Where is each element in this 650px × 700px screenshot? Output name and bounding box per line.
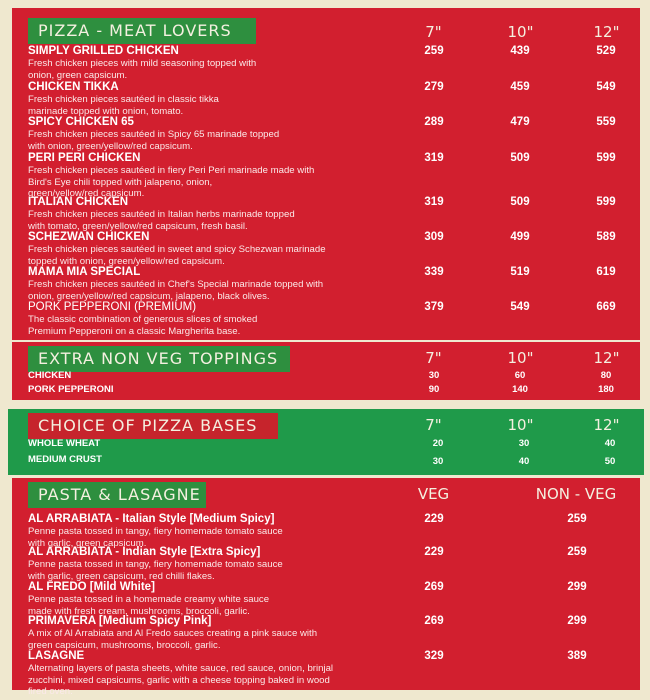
item-name: PORK PEPPERONI — [28, 384, 114, 395]
item-name: SIMPLY GRILLED CHICKEN — [28, 45, 179, 57]
item-price: 140 — [512, 384, 528, 395]
item-price: 30 — [432, 456, 444, 467]
item-price: 619 — [596, 266, 616, 278]
item-description: Penne pasta tossed in tangy, fiery homemade tomato sauce with garlic, green capsicum. — [28, 526, 283, 549]
item-name: PRIMAVERA [Medium Spicy Pink] — [28, 615, 212, 627]
item-price: 60 — [514, 370, 526, 381]
item-price: 509 — [510, 196, 530, 208]
section-title: CHOICE OF PIZZA BASES — [28, 413, 278, 439]
item-price: 299 — [567, 615, 587, 627]
bases-section — [8, 409, 644, 475]
item-description: Fresh chicken pieces with mild seasoning topped with onion, green capsicum. — [28, 58, 257, 81]
item-price: 90 — [428, 384, 440, 395]
item-price: 229 — [424, 513, 444, 525]
item-price: 50 — [604, 456, 616, 467]
item-name: CHICKEN — [28, 370, 72, 381]
item-price: 549 — [510, 301, 530, 313]
item-price: 259 — [424, 45, 444, 57]
item-price: 379 — [424, 301, 444, 313]
item-price: 479 — [510, 116, 530, 128]
item-price: 669 — [596, 301, 616, 313]
size-header: 12" — [593, 23, 620, 41]
section-title: PASTA & LASAGNE — [28, 482, 206, 508]
item-description: Penne pasta tossed in tangy, fiery homemade tomato sauce with garlic, green capsicum, red chilli flakes. — [28, 559, 283, 582]
item-description: Fresh chicken pieces sautéed in sweet and spicy Schezwan marinade topped with onion, green/yellow/red capsicum. — [28, 244, 326, 267]
item-price: 319 — [424, 196, 444, 208]
item-price: 30 — [428, 370, 440, 381]
item-price: 259 — [567, 546, 587, 558]
item-description: Fresh chicken pieces sautéed in classic tikka marinade topped with onion, tomato. — [28, 94, 219, 117]
item-name: SCHEZWAN CHICKEN — [28, 231, 150, 243]
item-price: 439 — [510, 45, 530, 57]
item-name: AL FREDO [Mild White] — [28, 581, 155, 593]
size-header: 7" — [425, 23, 442, 41]
item-price: 40 — [604, 438, 616, 449]
section-title: EXTRA NON VEG TOPPINGS — [28, 346, 290, 372]
item-price: 40 — [518, 456, 530, 467]
item-price: 180 — [598, 384, 614, 395]
item-price: 80 — [600, 370, 612, 381]
size-header: 10" — [507, 349, 534, 367]
item-price: 509 — [510, 152, 530, 164]
item-price: 259 — [567, 513, 587, 525]
item-description: Fresh chicken pieces sautéed in fiery Peri Peri marinade made with Bird's Eye chili topped with jalapeno, onion, green/yellow/red capsicum. — [28, 165, 315, 199]
size-header: 10" — [507, 23, 534, 41]
item-name: AL ARRABIATA - Indian Style [Extra Spicy] — [28, 546, 261, 558]
item-name: SPICY CHICKEN 65 — [28, 116, 134, 128]
column-header: NON - VEG — [535, 485, 617, 503]
item-price: 339 — [424, 266, 444, 278]
section-title: PIZZA - MEAT LOVERS — [28, 18, 256, 44]
item-price: 599 — [596, 196, 616, 208]
item-description: Penne pasta tossed in a homemade creamy white sauce made with fresh cream, mushrooms, broccoli, garlic. — [28, 594, 270, 617]
column-header: VEG — [417, 485, 450, 503]
item-description: Fresh chicken pieces sautéed in Spicy 65 marinade topped with onion, green/yellow/red capsicum. — [28, 129, 280, 152]
size-header: 10" — [507, 416, 534, 434]
size-header: 7" — [425, 349, 442, 367]
item-name: PERI PERI CHICKEN — [28, 152, 141, 164]
item-price: 20 — [432, 438, 444, 449]
item-description: A mix of Al Arrabiata and Al Fredo sauces creating a pink sauce with green capsicum, mushrooms, broccoli, garlic. — [28, 628, 318, 651]
item-price: 30 — [518, 438, 530, 449]
item-price: 269 — [424, 581, 444, 593]
item-price: 329 — [424, 650, 444, 662]
meat-lovers-section — [12, 8, 640, 340]
item-description: Fresh chicken pieces sautéed in Chef's Special marinade topped with onion, green/yellow/red capsicum, jalapeno, black olives. — [28, 279, 324, 302]
item-description: Alternating layers of pasta sheets, white sauce, red sauce, onion, brinjal zucchini, mixed capsicums, garlic with a cheese topping baked in wood fired oven. — [28, 663, 334, 697]
item-price: 519 — [510, 266, 530, 278]
item-price: 229 — [424, 546, 444, 558]
item-name: MAMA MIA SPECIAL — [28, 266, 141, 278]
item-price: 269 — [424, 615, 444, 627]
item-price: 319 — [424, 152, 444, 164]
item-price: 549 — [596, 81, 616, 93]
item-name: WHOLE WHEAT — [28, 438, 101, 449]
item-price: 599 — [596, 152, 616, 164]
item-price: 389 — [567, 650, 587, 662]
item-price: 589 — [596, 231, 616, 243]
item-description: The classic combination of generous slices of smoked Premium Pepperoni on a classic Margherita base. — [28, 314, 258, 337]
item-price: 289 — [424, 116, 444, 128]
item-price: 299 — [567, 581, 587, 593]
toppings-section — [12, 342, 640, 400]
item-price: 529 — [596, 45, 616, 57]
item-description: Fresh chicken pieces sautéed in Italian herbs marinade topped with tomato, green/yellow/red capsicum, fresh basil. — [28, 209, 295, 232]
item-price: 559 — [596, 116, 616, 128]
item-name: ITALIAN CHICKEN — [28, 196, 129, 208]
item-name: AL ARRABIATA - Italian Style [Medium Spicy] — [28, 513, 275, 525]
item-name: MEDIUM CRUST — [28, 454, 102, 465]
size-header: 12" — [593, 416, 620, 434]
item-name: CHICKEN TIKKA — [28, 81, 119, 93]
item-name: PORK PEPPERONI (PREMIUM) — [28, 301, 197, 313]
size-header: 7" — [425, 416, 442, 434]
item-price: 499 — [510, 231, 530, 243]
item-price: 279 — [424, 81, 444, 93]
item-price: 309 — [424, 231, 444, 243]
item-price: 459 — [510, 81, 530, 93]
pasta-section — [12, 478, 640, 697]
size-header: 12" — [593, 349, 620, 367]
item-name: LASAGNE — [28, 650, 85, 662]
